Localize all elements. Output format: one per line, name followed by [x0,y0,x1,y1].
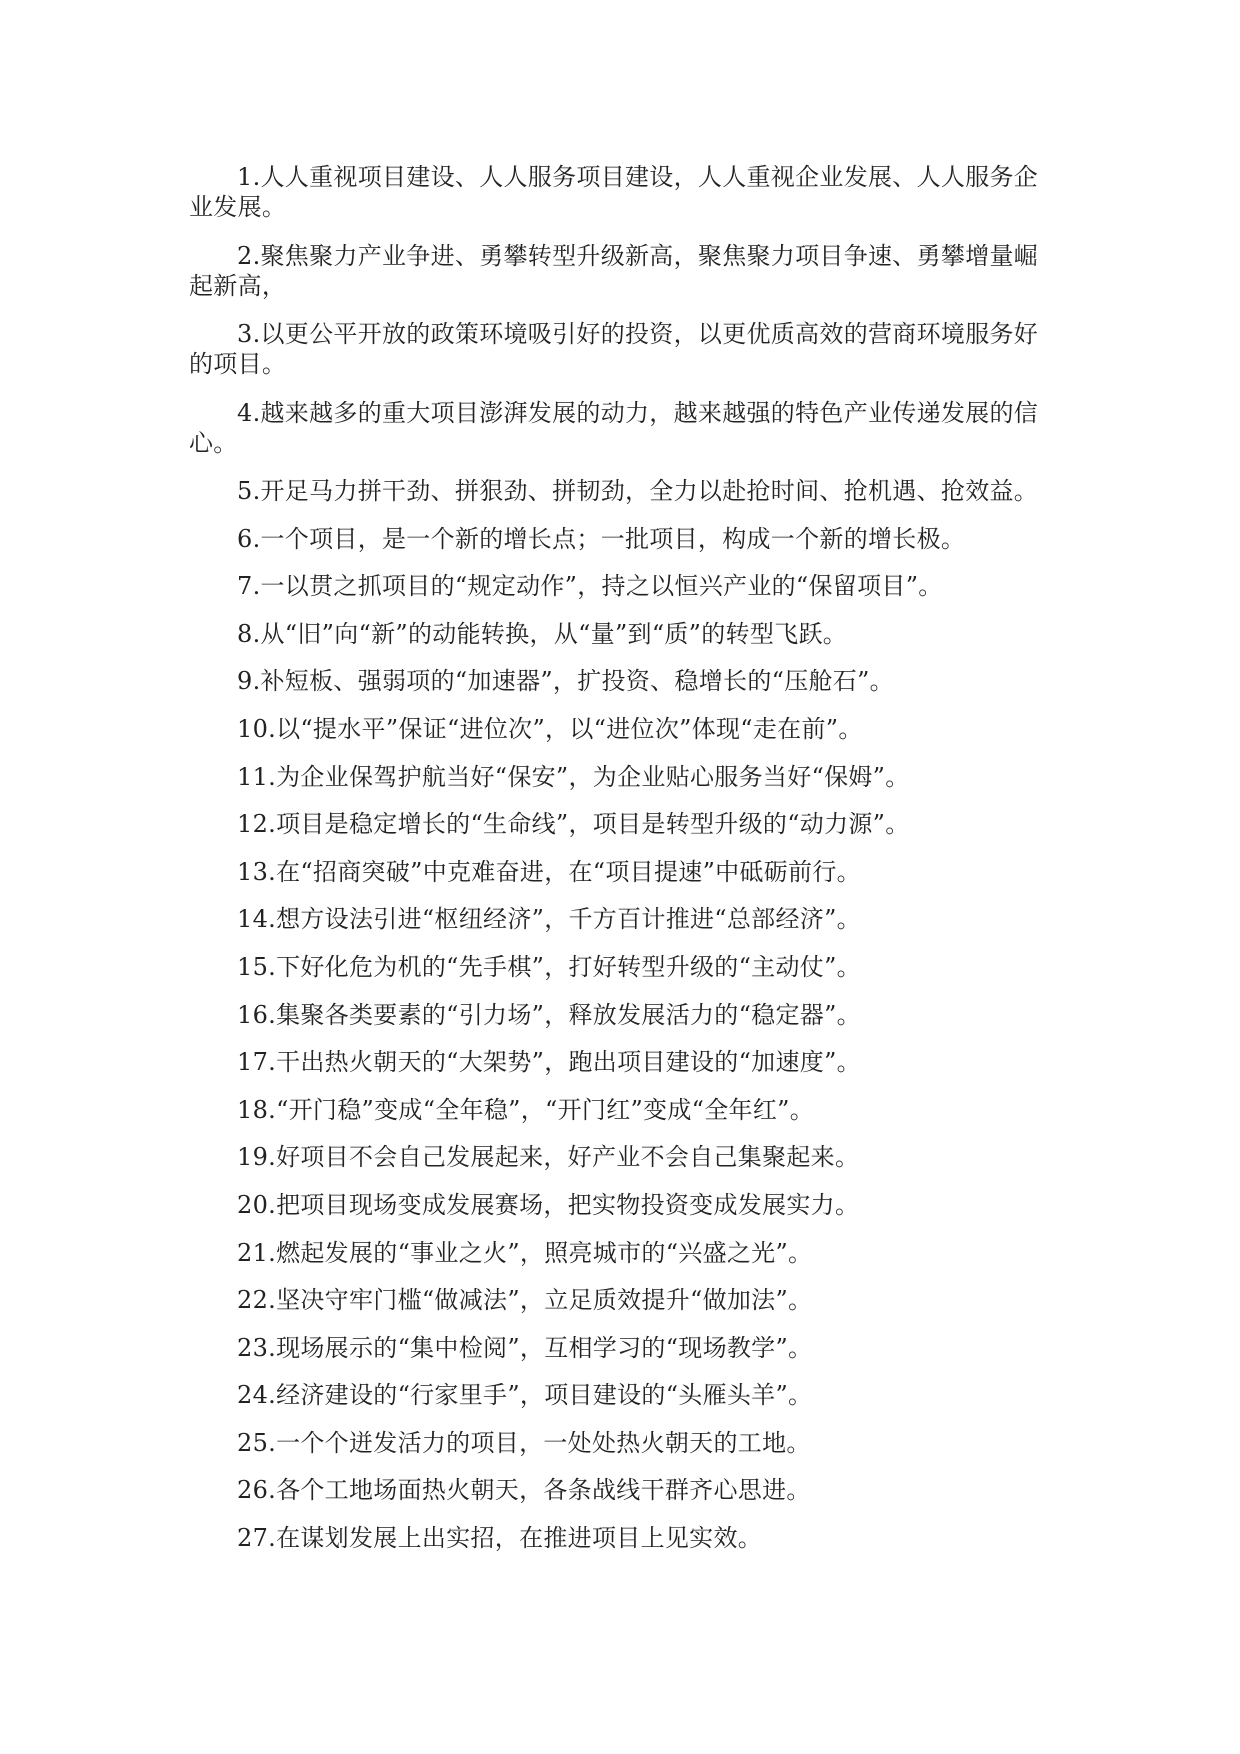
list-item: 20.把项目现场变成发展赛场，把实物投资变成发展实力。 [237,1190,860,1219]
list-item: 8.从“旧”向“新”的动能转换，从“量”到“质”的转型飞跃。 [237,619,848,648]
list-item: 2.聚焦聚力产业争进、勇攀转型升级新高，聚焦聚力项目争速、勇攀增量崛起新高， [189,241,1039,300]
list-item: 24.经济建设的“行家里手”，项目建设的“头雁头羊”。 [237,1381,813,1410]
list-item: 22.坚决守牢门槛“做减法”，立足质效提升“做加法”。 [237,1286,813,1315]
list-item: 19.好项目不会自己发展起来，好产业不会自己集聚起来。 [237,1143,860,1172]
list-item: 14.想方设法引进“枢纽经济”，千方百计推进“总部经济”。 [237,905,861,934]
list-item: 11.为企业保驾护航当好“保安”，为企业贴心服务当好“保姆”。 [237,762,910,791]
list-item: 5.开足马力拼干劲、拼狠劲、拼韧劲，全力以赴抢时间、抢机遇、抢效益。 [237,477,1039,505]
list-item: 26.各个工地场面热火朝天，各条战线干群齐心思进。 [237,1476,811,1505]
list-item: 27.在谋划发展上出实招，在推进项目上见实效。 [237,1524,763,1553]
list-item: 15.下好化危为机的“先手棋”，打好转型升级的“主动仗”。 [237,952,861,981]
list-item: 6.一个项目，是一个新的增长点；一批项目，构成一个新的增长极。 [237,524,966,553]
list-item: 4.越来越多的重大项目澎湃发展的动力，越来越强的特色产业传递发展的信心。 [189,398,1039,457]
list-item: 17.干出热火朝天的“大架势”，跑出项目建设的“加速度”。 [237,1048,861,1077]
list-item: 25.一个个迸发活力的项目，一处处热火朝天的工地。 [237,1428,811,1457]
list-item: 1.人人重视项目建设、人人服务项目建设，人人重视企业发展、人人服务企业发展。 [189,163,1039,221]
list-item: 18.“开门稳”变成“全年稳”，“开门红”变成“全年红”。 [237,1095,815,1124]
list-item: 10.以“提水平”保证“进位次”，以“进位次”体现“走在前”。 [237,714,863,743]
list-item: 13.在“招商突破”中克难奋进，在“项目提速”中砥砺前行。 [237,857,861,886]
list-item: 16.集聚各类要素的“引力场”，释放发展活力的“稳定器”。 [237,1000,861,1029]
document-body [189,162,1055,1571]
list-item: 21.燃起发展的“事业之火”，照亮城市的“兴盛之光”。 [237,1238,813,1267]
list-item: 12.项目是稳定增长的“生命线”，项目是转型升级的“动力源”。 [237,810,910,839]
list-item: 7.一以贯之抓项目的“规定动作”，持之以恒兴产业的“保留项目”。 [237,572,943,601]
list-item: 3.以更公平开放的政策环境吸引好的投资，以更优质高效的营商环境服务好的项目。 [189,320,1039,378]
list-item: 23.现场展示的“集中检阅”，互相学习的“现场教学”。 [237,1333,813,1362]
list-item: 9.补短板、强弱项的“加速器”，扩投资、稳增长的“压舱石”。 [237,667,894,696]
